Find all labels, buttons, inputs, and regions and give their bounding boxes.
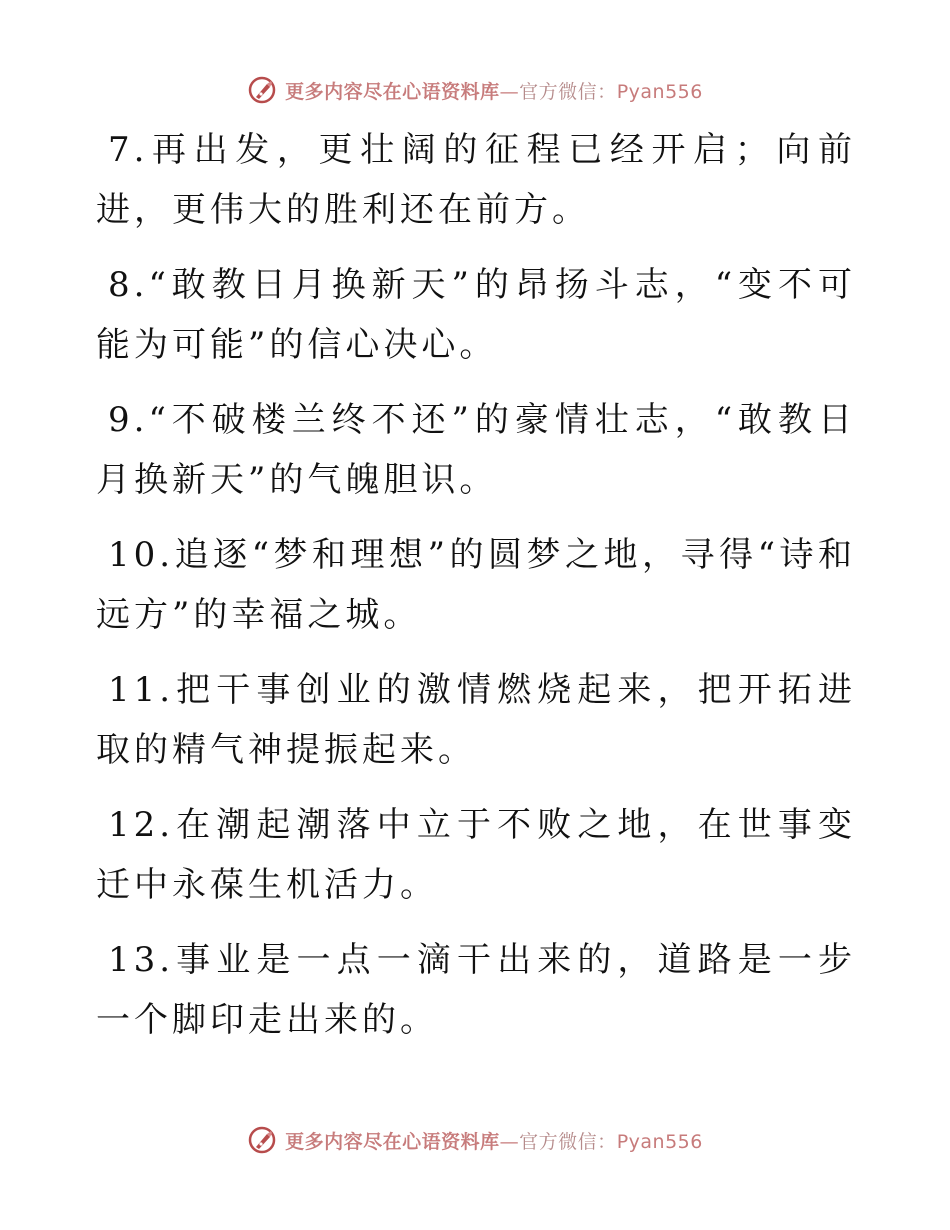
phrase-list <box>96 120 856 1065</box>
footer-banner-separator: — <box>499 1130 520 1153</box>
header-banner-inner <box>247 75 703 105</box>
header-banner-wechat: 官方微信： <box>519 80 617 103</box>
pen-nib-seal-icon <box>247 75 277 105</box>
header-banner-text <box>285 77 703 104</box>
header-banner-separator: — <box>499 80 520 103</box>
list-item: 13.事业是一点一滴干出来的，道路是一步一个脚印走出来的。 <box>96 940 856 1040</box>
header-banner-main: 更多内容尽在心语资料库 <box>285 80 500 103</box>
list-item: 11.把干事创业的激情燃烧起来，把开拓进取的精气神提振起来。 <box>96 670 856 770</box>
footer-banner-id: Pyan556 <box>616 1130 703 1153</box>
footer-banner <box>0 1120 950 1160</box>
footer-banner-wechat: 官方微信： <box>519 1130 617 1153</box>
list-item: 9.“不破楼兰终不还”的豪情壮志，“敢教日月换新天”的气魄胆识。 <box>96 400 856 500</box>
footer-banner-inner <box>247 1125 703 1155</box>
list-item: 10.追逐“梦和理想”的圆梦之地，寻得“诗和远方”的幸福之城。 <box>96 535 856 635</box>
footer-banner-main: 更多内容尽在心语资料库 <box>285 1130 500 1153</box>
list-item: 8.“敢教日月换新天”的昂扬斗志，“变不可能为可能”的信心决心。 <box>96 265 856 365</box>
header-banner-id: Pyan556 <box>616 80 703 103</box>
header-banner <box>0 70 950 110</box>
footer-banner-text <box>285 1127 703 1154</box>
list-item: 12.在潮起潮落中立于不败之地，在世事变迁中永葆生机活力。 <box>96 805 856 905</box>
list-item: 7.再出发，更壮阔的征程已经开启；向前进，更伟大的胜利还在前方。 <box>96 130 856 230</box>
pen-nib-seal-icon <box>247 1125 277 1155</box>
